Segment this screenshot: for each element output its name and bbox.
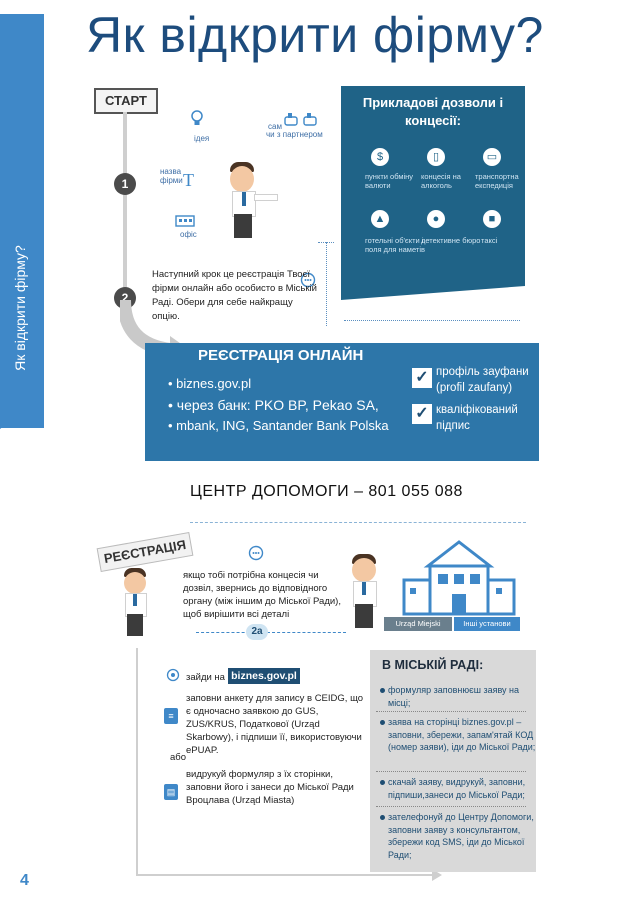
dotted-divider xyxy=(326,242,327,326)
online-item-text: biznes.gov.pl xyxy=(176,376,252,391)
registration-stamp: РЕЄСТРАЦІЯ xyxy=(97,532,194,572)
city-council-item xyxy=(388,684,540,709)
other-institutions-label: Інші установи xyxy=(454,617,520,631)
or-label: або xyxy=(170,752,187,763)
alone-label: сам xyxy=(268,122,282,131)
print-form-text: видрукуй формуляр з їх сторінки, заповни його і занеси до Міської Ради Вроцлава (Urząd Miasta) xyxy=(186,769,354,806)
online-registration-title: РЕЄСТРАЦІЯ ОНЛАЙН xyxy=(198,347,364,364)
concessions-title: Прикладові дозволи і концесії: xyxy=(362,95,504,128)
help-center-phone: ЦЕНТР ДОПОМОГИ – 801 055 088 xyxy=(190,483,463,500)
company-name-label: назва фірми xyxy=(160,167,183,185)
dotted-divider xyxy=(376,771,526,772)
step-2a-badge: 2a xyxy=(246,624,268,640)
dotted-divider xyxy=(376,711,526,712)
city-council-item xyxy=(388,811,540,861)
taxi-icon: ■ xyxy=(483,210,501,228)
city-council-item-text: скачай заяву, видрукуй, заповни, підпиши,занеси до Міської Ради; xyxy=(388,777,526,800)
side-title: Як відкрити фірму? xyxy=(12,245,28,371)
dashed-divider xyxy=(190,522,526,523)
fill-form-text: заповни анкету для запису в CEIDG, що є одночасно заявкою до GUS, ZUS/KRUS, Податкової (Urząd Skarbowy), і підпиши її, використовуючи ePUAP. xyxy=(186,693,364,756)
concession-item: детективне бюро xyxy=(421,236,481,245)
biznes-gov-link[interactable]: biznes.gov.pl xyxy=(228,668,300,684)
city-council-item-text: формуляр заповнюєш заяву на місці; xyxy=(388,685,520,708)
detective-icon: ● xyxy=(427,210,445,228)
lightbulb-icon xyxy=(190,110,204,133)
online-item: • через банк: PKO BP, Pekao SA, xyxy=(168,397,379,413)
urzad-miejski-label: Urząd Miejski xyxy=(384,617,452,631)
businessman-illustration xyxy=(222,158,282,238)
city-council-title: В МІСЬКІЙ РАДІ: xyxy=(382,658,484,672)
concessions-panel xyxy=(341,86,525,286)
idea-label: ідея xyxy=(194,134,210,143)
step-2-text: Наступний крок це реєстрація Твоєї фірми онлайн або особисто в Міській Раді. Обери для себе найкращу опцію. xyxy=(152,269,317,322)
dotted-divider xyxy=(376,806,526,807)
text-t-icon: T xyxy=(183,170,194,190)
city-council-item-text: заява на сторінці biznes.gov.pl – заповни, збережи, запам'ятай КОД (номер заяви), іди до Міської Ради; xyxy=(388,717,536,752)
concession-item: пункти обміну валюти xyxy=(365,172,414,190)
tent-icon: ▲ xyxy=(371,210,389,228)
currency-exchange-icon: $ xyxy=(371,148,389,166)
registration-text: якщо тобі потрібна концесія чи дозвіл, звернись до відповідного органу (між іншим до Міської Ради), щоб вирішити всі деталі xyxy=(183,570,341,620)
check-item: кваліфікований підпис xyxy=(436,404,518,432)
city-council-panel xyxy=(370,650,536,872)
online-item: • mbank, ING, Santander Bank Polska xyxy=(168,418,389,433)
printer-icon: ▤ xyxy=(164,784,178,800)
dotted-divider xyxy=(344,320,520,321)
start-label: СТАРТ xyxy=(94,88,158,114)
concession-item: транспортна експедиція xyxy=(475,172,519,190)
document-icon: ≡ xyxy=(164,708,178,724)
check-item: профіль зауфани (profil zaufany) xyxy=(436,366,529,394)
beer-icon: ▯ xyxy=(427,148,445,166)
truck-icon: ▭ xyxy=(483,148,501,166)
checkbox-icon: ✓ xyxy=(412,368,432,388)
checkbox-icon: ✓ xyxy=(412,404,432,424)
town-hall-icon xyxy=(400,540,518,616)
step-1-circle: 1 xyxy=(114,173,136,195)
concession-item: готельні об'єкти і поля для наметів xyxy=(365,236,425,254)
chat-bubble-icon xyxy=(248,545,264,566)
city-council-item xyxy=(388,776,540,801)
cursor-click-icon xyxy=(166,668,180,687)
online-item-text: через банк: PKO BP, Pekao SA, xyxy=(176,397,379,413)
city-council-item xyxy=(388,716,540,754)
flow-line xyxy=(136,648,138,876)
concession-item: таксі xyxy=(481,236,498,245)
page-title: Як відкрити фірму? xyxy=(86,7,544,63)
dashed-line xyxy=(196,632,346,633)
online-item-text: mbank, ING, Santander Bank Polska xyxy=(176,418,389,433)
thumbs-up-icon xyxy=(284,112,320,131)
online-item: • biznes.gov.pl xyxy=(168,376,252,391)
side-band-arrow xyxy=(0,395,44,429)
side-band xyxy=(0,0,44,904)
partner-label: чи з партнером xyxy=(266,130,323,139)
step-2-circle: 2 xyxy=(114,287,136,309)
city-council-item-text: зателефонуй до Центру Допомоги, заповни заяву з консультантом, збережи код SMS, іди до Міської Ради; xyxy=(388,812,534,860)
businessman-illustration xyxy=(344,552,388,628)
page-number: 4 xyxy=(20,872,29,889)
go-to-label: зайди на xyxy=(186,672,225,683)
flow-line xyxy=(136,874,436,876)
office-label: офіс xyxy=(180,230,197,239)
businessman-illustration xyxy=(118,566,158,638)
concession-item: концесія на алкоголь xyxy=(421,172,461,190)
